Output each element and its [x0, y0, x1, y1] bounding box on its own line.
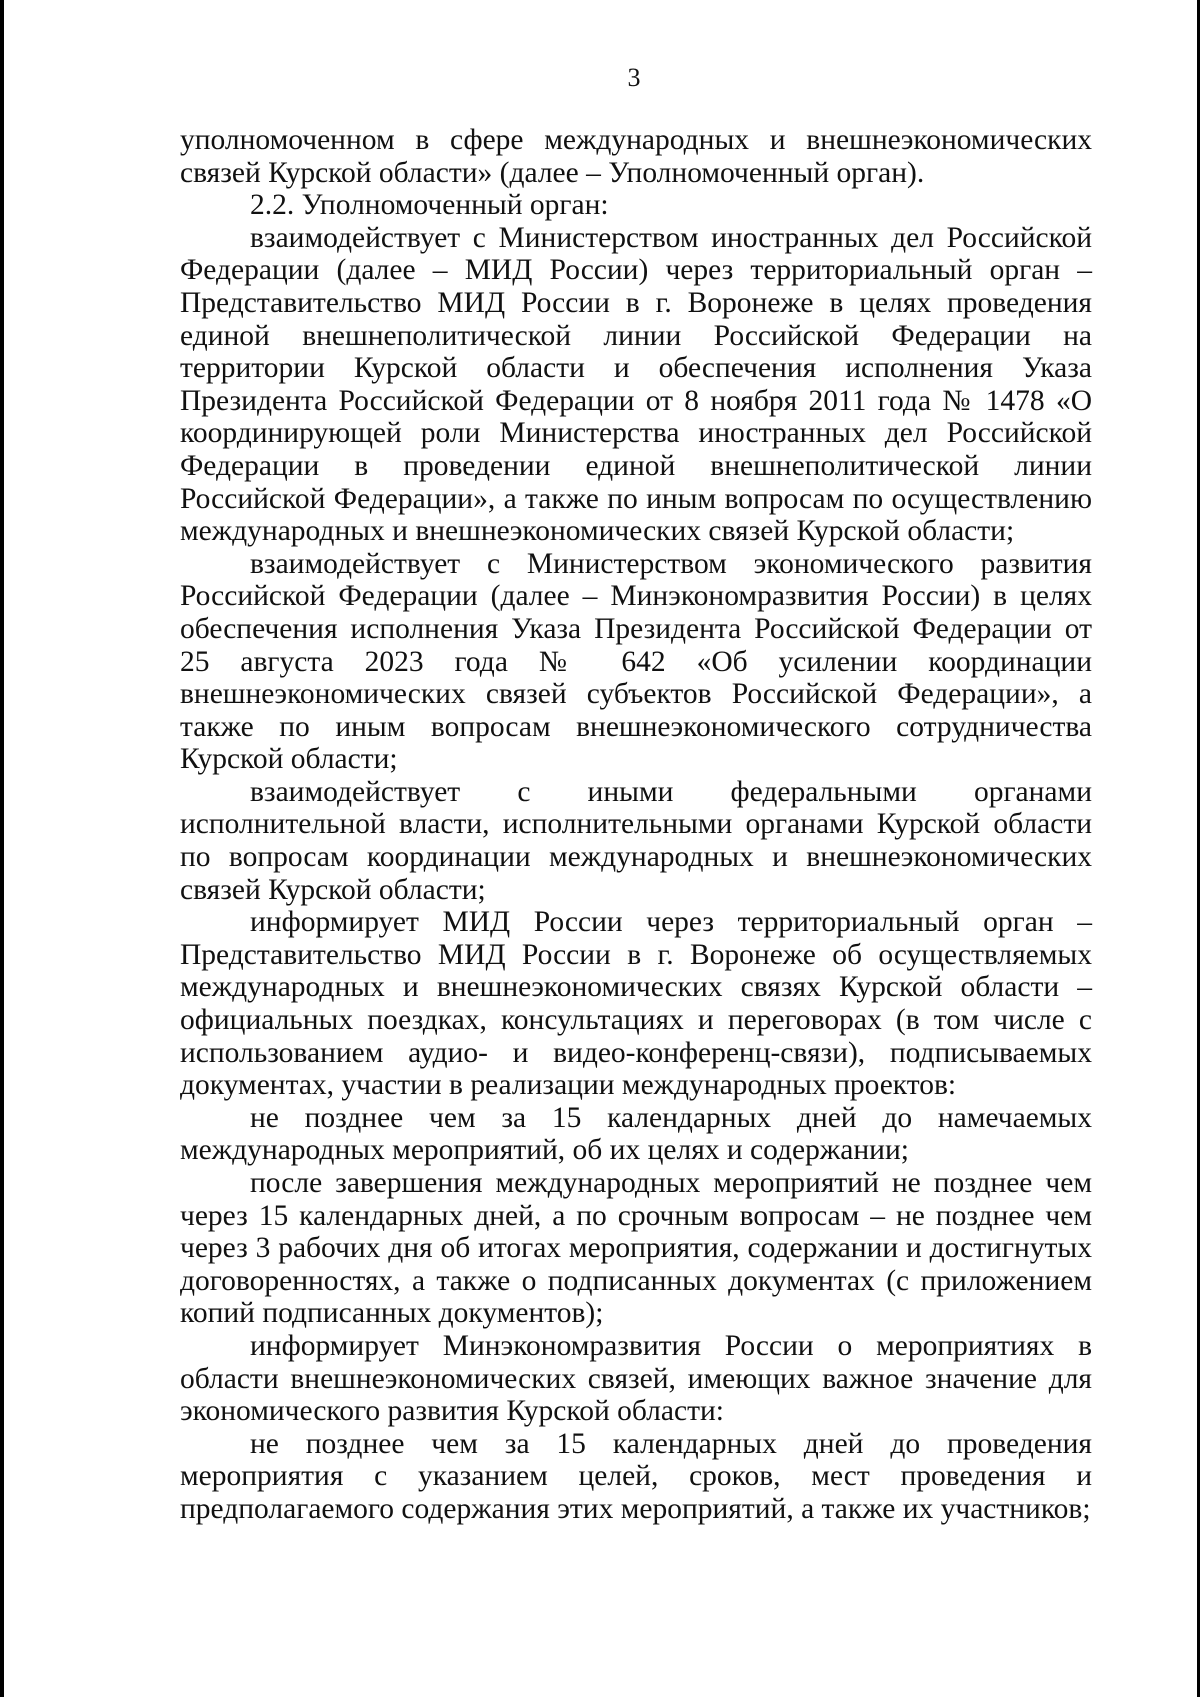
- paragraph-mid-interaction: взаимодействует с Министерством иностранных дел Российской Федерации (далее – МИД России) через территориальный орган – Представительство МИД России в г. Воронеже в целях проведения единой внешнеполитической линии Российской Федерации на территории Курской области и обеспечения исполнения Указа Президента Российской Федерации от 8 ноября 2011 года № 1478 «О координирующей роли Министерства иностранных дел Российской Федерации в проведении единой внешнеполитической линии Российской Федерации», а также по иным вопросам по осуществлению международных и внешнеэкономических связей Курской области;: [180, 221, 1092, 548]
- paragraph-mid-informing: информирует МИД России через территориальный орган – Представительство МИД России в г. Воронеже об осуществляемых международных и внешнеэкономических связях Курской области – официальных поездках, консультациях и переговорах (в том числе с использованием аудио- и видео-конференц-связи), подписываемых документах, участии в реализации международных проектов:: [180, 906, 1092, 1102]
- paragraph-continuation: уполномоченном в сфере международных и внешнеэкономических связей Курской области» (далее – Уполномоченный орган).: [180, 124, 1092, 189]
- paragraph-mineconomy-interaction: взаимодействует с Министерством экономического развития Российской Федерации (далее – Минэкономразвития России) в целях обеспечения исполнения Указа Президента Российской Федерации от 25 августа 2023 года № 642 «Об усилении координации внешнеэкономических связей субъектов Российской Федерации», а также по иным вопросам внешнеэкономического сотрудничества Курской области;: [180, 547, 1092, 776]
- page-number: 3: [627, 63, 641, 92]
- document-body: [180, 124, 1092, 1526]
- paragraph-mineconomy-informing: информирует Минэкономразвития России о мероприятиях в области внешнеэкономических связей, имеющих важное значение для экономического развития Курской области:: [180, 1329, 1092, 1428]
- paragraph-mid-informing-before: не позднее чем за 15 календарных дней до намечаемых международных мероприятий, об их целях и содержании;: [180, 1101, 1092, 1167]
- paragraph-section-2-2-heading: 2.2. Уполномоченный орган:: [250, 189, 609, 222]
- scan-border-left: [0, 0, 4, 1697]
- paragraph-mineconomy-informing-before: не позднее чем за 15 календарных дней до проведения мероприятия с указанием целей, сроков, мест проведения и предполагаемого содержания этих мероприятий, а также их участников;: [180, 1427, 1092, 1525]
- paragraph-mid-informing-after: после завершения международных мероприятий не позднее чем через 15 календарных дней, а по срочным вопросам – не позднее чем через 3 рабочих дня об итогах мероприятия, содержании и достигнутых договоренностях, а также о подписанных документах (с приложением копий подписанных документов);: [180, 1167, 1092, 1330]
- paragraph-federal-bodies-interaction: взаимодействует с иными федеральными органами исполнительной власти, исполнительными органами Курской области по вопросам координации международных и внешнеэкономических связей Курской области;: [180, 775, 1092, 906]
